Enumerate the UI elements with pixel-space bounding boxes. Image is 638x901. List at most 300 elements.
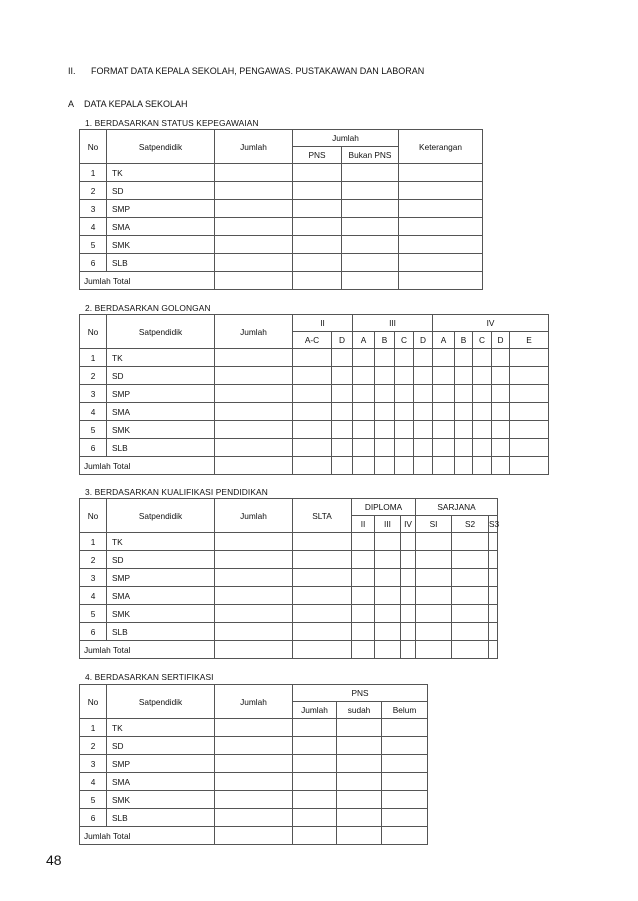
- col-sub: A: [433, 332, 455, 349]
- row-satpendidik: SMP: [107, 385, 215, 403]
- col-pns: PNS: [293, 147, 342, 164]
- table-row: [80, 809, 428, 827]
- data-cell: [215, 182, 293, 200]
- data-cell: [473, 349, 492, 367]
- row-no: 1: [80, 349, 107, 367]
- table-row: [80, 791, 428, 809]
- data-cell: [337, 773, 382, 791]
- row-no: 5: [80, 236, 107, 254]
- row-no: 5: [80, 421, 107, 439]
- table-status-kepegawaian: [79, 129, 483, 290]
- row-satpendidik: SMA: [107, 587, 215, 605]
- col-group-jumlah: Jumlah: [293, 130, 399, 147]
- data-cell: [375, 367, 395, 385]
- table4-title: 4. BERDASARKAN SERTIFIKASI: [85, 672, 214, 682]
- row-no: 2: [80, 737, 107, 755]
- table-row: [80, 349, 549, 367]
- row-satpendidik: SMP: [107, 569, 215, 587]
- data-cell: [293, 605, 352, 623]
- data-cell: [455, 421, 473, 439]
- col-sub: A: [353, 332, 375, 349]
- col-sub: II: [352, 516, 375, 533]
- data-cell: [455, 403, 473, 421]
- row-no: 5: [80, 605, 107, 623]
- row-no: 4: [80, 587, 107, 605]
- table-row: [80, 439, 549, 457]
- data-cell: [342, 218, 399, 236]
- row-satpendidik: SMP: [107, 200, 215, 218]
- subsection-title: DATA KEPALA SEKOLAH: [84, 99, 188, 109]
- data-cell: [215, 421, 293, 439]
- table-row: [80, 421, 549, 439]
- data-cell: [455, 349, 473, 367]
- data-cell: [401, 605, 416, 623]
- col-sub: D: [332, 332, 353, 349]
- data-cell: [452, 533, 489, 551]
- col-sarjana: SARJANA: [416, 499, 498, 516]
- data-cell: [342, 200, 399, 218]
- row-satpendidik: TK: [107, 164, 215, 182]
- col-slta: SLTA: [293, 499, 352, 533]
- col-sub: D: [414, 332, 433, 349]
- row-no: 3: [80, 385, 107, 403]
- data-cell: [332, 385, 353, 403]
- data-cell: [455, 367, 473, 385]
- data-cell: [510, 439, 549, 457]
- data-cell: [382, 791, 428, 809]
- data-cell: [215, 605, 293, 623]
- data-cell: [401, 569, 416, 587]
- data-cell: [352, 569, 375, 587]
- row-satpendidik: SMK: [107, 421, 215, 439]
- total-label: Jumlah Total: [80, 827, 215, 845]
- row-satpendidik: TK: [107, 533, 215, 551]
- col-bukan-pns: Bukan PNS: [342, 147, 399, 164]
- data-cell: [510, 421, 549, 439]
- data-cell: [293, 569, 352, 587]
- col-jumlah: Jumlah: [215, 315, 293, 349]
- row-no: 4: [80, 218, 107, 236]
- data-cell: [353, 439, 375, 457]
- data-cell: [401, 533, 416, 551]
- data-cell: [215, 569, 293, 587]
- data-cell: [414, 367, 433, 385]
- table-row: [80, 218, 483, 236]
- data-cell: [352, 623, 375, 641]
- data-cell: [473, 385, 492, 403]
- data-cell: [352, 551, 375, 569]
- data-cell: [353, 385, 375, 403]
- col-sub: S3: [489, 516, 498, 533]
- table-kualifikasi: [79, 498, 498, 659]
- data-cell: [489, 587, 498, 605]
- data-cell: [375, 385, 395, 403]
- data-cell: [215, 587, 293, 605]
- col-sub: SI: [416, 516, 452, 533]
- data-cell: [455, 385, 473, 403]
- col-sub: Belum: [382, 702, 428, 719]
- data-cell: [215, 439, 293, 457]
- data-cell: [489, 533, 498, 551]
- data-cell: [510, 385, 549, 403]
- data-cell: [215, 236, 293, 254]
- data-cell: [382, 809, 428, 827]
- table-row: [80, 719, 428, 737]
- row-no: 1: [80, 533, 107, 551]
- data-cell: [473, 403, 492, 421]
- data-cell: [215, 551, 293, 569]
- data-cell: [352, 605, 375, 623]
- section-title: FORMAT DATA KEPALA SEKOLAH, PENGAWAS. PUSTAKAWAN DAN LABORAN: [91, 66, 425, 76]
- col-no: No: [80, 130, 107, 164]
- data-cell: [414, 349, 433, 367]
- data-cell: [395, 367, 414, 385]
- data-cell: [395, 349, 414, 367]
- total-label: Jumlah Total: [80, 641, 215, 659]
- row-no: 2: [80, 367, 107, 385]
- data-cell: [414, 403, 433, 421]
- data-cell: [375, 533, 401, 551]
- data-cell: [452, 623, 489, 641]
- row-satpendidik: SMK: [107, 605, 215, 623]
- data-cell: [492, 421, 510, 439]
- data-cell: [433, 421, 455, 439]
- data-cell: [293, 367, 332, 385]
- data-cell: [215, 755, 293, 773]
- data-cell: [489, 623, 498, 641]
- col-sub: B: [375, 332, 395, 349]
- data-cell: [293, 439, 332, 457]
- col-no: No: [80, 499, 107, 533]
- data-cell: [215, 533, 293, 551]
- data-cell: [293, 755, 337, 773]
- data-cell: [337, 755, 382, 773]
- data-cell: [342, 254, 399, 272]
- data-cell: [352, 587, 375, 605]
- data-cell: [337, 719, 382, 737]
- col-pns: PNS: [293, 685, 428, 702]
- data-cell: [215, 367, 293, 385]
- data-cell: [433, 385, 455, 403]
- data-cell: [375, 403, 395, 421]
- col-sub: sudah: [337, 702, 382, 719]
- data-cell: [215, 385, 293, 403]
- total-row: [80, 457, 549, 475]
- data-cell: [293, 164, 342, 182]
- data-cell: [375, 551, 401, 569]
- data-cell: [399, 164, 483, 182]
- data-cell: [375, 349, 395, 367]
- data-cell: [215, 719, 293, 737]
- data-cell: [382, 755, 428, 773]
- table-row: [80, 403, 549, 421]
- row-satpendidik: SLB: [107, 254, 215, 272]
- table-row: [80, 254, 483, 272]
- data-cell: [293, 533, 352, 551]
- data-cell: [215, 254, 293, 272]
- table-row: [80, 367, 549, 385]
- col-satpendidik: Satpendidik: [107, 315, 215, 349]
- col-diploma: DIPLOMA: [352, 499, 416, 516]
- row-satpendidik: SLB: [107, 439, 215, 457]
- row-no: 2: [80, 551, 107, 569]
- data-cell: [492, 439, 510, 457]
- total-row: [80, 641, 498, 659]
- row-satpendidik: SMA: [107, 218, 215, 236]
- row-no: 1: [80, 164, 107, 182]
- row-no: 4: [80, 403, 107, 421]
- data-cell: [473, 439, 492, 457]
- col-jumlah: Jumlah: [215, 685, 293, 719]
- row-satpendidik: SD: [107, 367, 215, 385]
- data-cell: [416, 569, 452, 587]
- row-satpendidik: SMK: [107, 791, 215, 809]
- data-cell: [293, 623, 352, 641]
- data-cell: [375, 439, 395, 457]
- table-row: [80, 385, 549, 403]
- data-cell: [489, 605, 498, 623]
- table-row: [80, 605, 498, 623]
- data-cell: [510, 403, 549, 421]
- data-cell: [375, 605, 401, 623]
- col-satpendidik: Satpendidik: [107, 685, 215, 719]
- data-cell: [293, 587, 352, 605]
- data-cell: [293, 349, 332, 367]
- data-cell: [399, 236, 483, 254]
- row-satpendidik: TK: [107, 349, 215, 367]
- data-cell: [510, 349, 549, 367]
- data-cell: [293, 200, 342, 218]
- data-cell: [293, 236, 342, 254]
- data-cell: [473, 421, 492, 439]
- col-sub: E: [510, 332, 549, 349]
- data-cell: [293, 421, 332, 439]
- data-cell: [293, 737, 337, 755]
- data-cell: [433, 367, 455, 385]
- col-gol-ii: II: [293, 315, 353, 332]
- data-cell: [399, 218, 483, 236]
- table-row: [80, 200, 483, 218]
- data-cell: [414, 385, 433, 403]
- data-cell: [492, 403, 510, 421]
- data-cell: [395, 403, 414, 421]
- data-cell: [452, 569, 489, 587]
- data-cell: [433, 349, 455, 367]
- data-cell: [375, 569, 401, 587]
- data-cell: [215, 623, 293, 641]
- data-cell: [353, 403, 375, 421]
- data-cell: [492, 385, 510, 403]
- data-cell: [473, 367, 492, 385]
- col-sub: A-C: [293, 332, 332, 349]
- data-cell: [332, 367, 353, 385]
- table3-title: 3. BERDASARKAN KUALIFIKASI PENDIDIKAN: [85, 487, 268, 497]
- col-sub: C: [473, 332, 492, 349]
- data-cell: [293, 182, 342, 200]
- row-satpendidik: SMP: [107, 755, 215, 773]
- table-row: [80, 755, 428, 773]
- col-satpendidik: Satpendidik: [107, 130, 215, 164]
- data-cell: [353, 421, 375, 439]
- data-cell: [332, 421, 353, 439]
- data-cell: [416, 623, 452, 641]
- data-cell: [416, 605, 452, 623]
- data-cell: [215, 349, 293, 367]
- data-cell: [215, 164, 293, 182]
- data-cell: [375, 587, 401, 605]
- data-cell: [433, 439, 455, 457]
- data-cell: [401, 623, 416, 641]
- row-satpendidik: SMA: [107, 773, 215, 791]
- col-sub: B: [455, 332, 473, 349]
- data-cell: [382, 719, 428, 737]
- data-cell: [342, 236, 399, 254]
- col-sub: Jumlah: [293, 702, 337, 719]
- row-satpendidik: SD: [107, 182, 215, 200]
- data-cell: [414, 421, 433, 439]
- data-cell: [293, 218, 342, 236]
- row-no: 1: [80, 719, 107, 737]
- data-cell: [416, 587, 452, 605]
- col-satpendidik: Satpendidik: [107, 499, 215, 533]
- data-cell: [293, 254, 342, 272]
- data-cell: [375, 421, 395, 439]
- data-cell: [353, 349, 375, 367]
- col-gol-iv: IV: [433, 315, 549, 332]
- table-row: [80, 773, 428, 791]
- data-cell: [414, 439, 433, 457]
- row-no: 4: [80, 773, 107, 791]
- row-no: 6: [80, 809, 107, 827]
- data-cell: [399, 254, 483, 272]
- data-cell: [455, 439, 473, 457]
- table-row: [80, 623, 498, 641]
- table-row: [80, 236, 483, 254]
- table-row: [80, 182, 483, 200]
- row-satpendidik: TK: [107, 719, 215, 737]
- data-cell: [352, 533, 375, 551]
- row-no: 3: [80, 755, 107, 773]
- col-sub: S2: [452, 516, 489, 533]
- data-cell: [215, 809, 293, 827]
- data-cell: [395, 439, 414, 457]
- data-cell: [416, 551, 452, 569]
- data-cell: [401, 587, 416, 605]
- data-cell: [215, 791, 293, 809]
- data-cell: [293, 719, 337, 737]
- row-satpendidik: SLB: [107, 623, 215, 641]
- table-row: [80, 164, 483, 182]
- col-jumlah: Jumlah: [215, 499, 293, 533]
- col-no: No: [80, 685, 107, 719]
- col-sub: IV: [401, 516, 416, 533]
- total-row: [80, 827, 428, 845]
- row-satpendidik: SLB: [107, 809, 215, 827]
- data-cell: [215, 403, 293, 421]
- data-cell: [510, 367, 549, 385]
- row-satpendidik: SMA: [107, 403, 215, 421]
- data-cell: [382, 737, 428, 755]
- data-cell: [337, 791, 382, 809]
- data-cell: [399, 200, 483, 218]
- data-cell: [395, 421, 414, 439]
- col-gol-iii: III: [353, 315, 433, 332]
- data-cell: [293, 791, 337, 809]
- table-sertifikasi: [79, 684, 428, 845]
- data-cell: [489, 569, 498, 587]
- row-no: 2: [80, 182, 107, 200]
- table-golongan: [79, 314, 549, 475]
- data-cell: [293, 385, 332, 403]
- data-cell: [293, 551, 352, 569]
- row-no: 6: [80, 439, 107, 457]
- data-cell: [215, 218, 293, 236]
- table2-title: 2. BERDASARKAN GOLONGAN: [85, 303, 211, 313]
- table1-title: 1. BERDASARKAN STATUS KEPEGAWAIAN: [85, 118, 259, 128]
- data-cell: [215, 200, 293, 218]
- data-cell: [215, 773, 293, 791]
- data-cell: [452, 605, 489, 623]
- data-cell: [416, 533, 452, 551]
- data-cell: [293, 809, 337, 827]
- data-cell: [332, 403, 353, 421]
- data-cell: [399, 182, 483, 200]
- data-cell: [332, 349, 353, 367]
- total-label: Jumlah Total: [80, 272, 215, 290]
- page-number: 48: [46, 852, 62, 868]
- table-row: [80, 533, 498, 551]
- table-row: [80, 551, 498, 569]
- total-row: [80, 272, 483, 290]
- row-no: 6: [80, 623, 107, 641]
- data-cell: [337, 809, 382, 827]
- row-satpendidik: SMK: [107, 236, 215, 254]
- row-satpendidik: SD: [107, 737, 215, 755]
- row-no: 3: [80, 200, 107, 218]
- subsection-letter: A: [68, 99, 75, 109]
- data-cell: [342, 164, 399, 182]
- section-number: II.: [68, 66, 76, 76]
- total-label: Jumlah Total: [80, 457, 215, 475]
- data-cell: [332, 439, 353, 457]
- table-row: [80, 587, 498, 605]
- data-cell: [492, 367, 510, 385]
- data-cell: [489, 551, 498, 569]
- col-sub: D: [492, 332, 510, 349]
- row-no: 3: [80, 569, 107, 587]
- data-cell: [293, 403, 332, 421]
- col-sub: C: [395, 332, 414, 349]
- table-row: [80, 569, 498, 587]
- data-cell: [353, 367, 375, 385]
- col-sub: III: [375, 516, 401, 533]
- data-cell: [395, 385, 414, 403]
- row-no: 5: [80, 791, 107, 809]
- data-cell: [433, 403, 455, 421]
- table-row: [80, 737, 428, 755]
- data-cell: [293, 773, 337, 791]
- data-cell: [492, 349, 510, 367]
- data-cell: [215, 737, 293, 755]
- data-cell: [375, 623, 401, 641]
- col-jumlah: Jumlah: [215, 130, 293, 164]
- data-cell: [382, 773, 428, 791]
- row-satpendidik: SD: [107, 551, 215, 569]
- data-cell: [452, 551, 489, 569]
- row-no: 6: [80, 254, 107, 272]
- data-cell: [337, 737, 382, 755]
- data-cell: [342, 182, 399, 200]
